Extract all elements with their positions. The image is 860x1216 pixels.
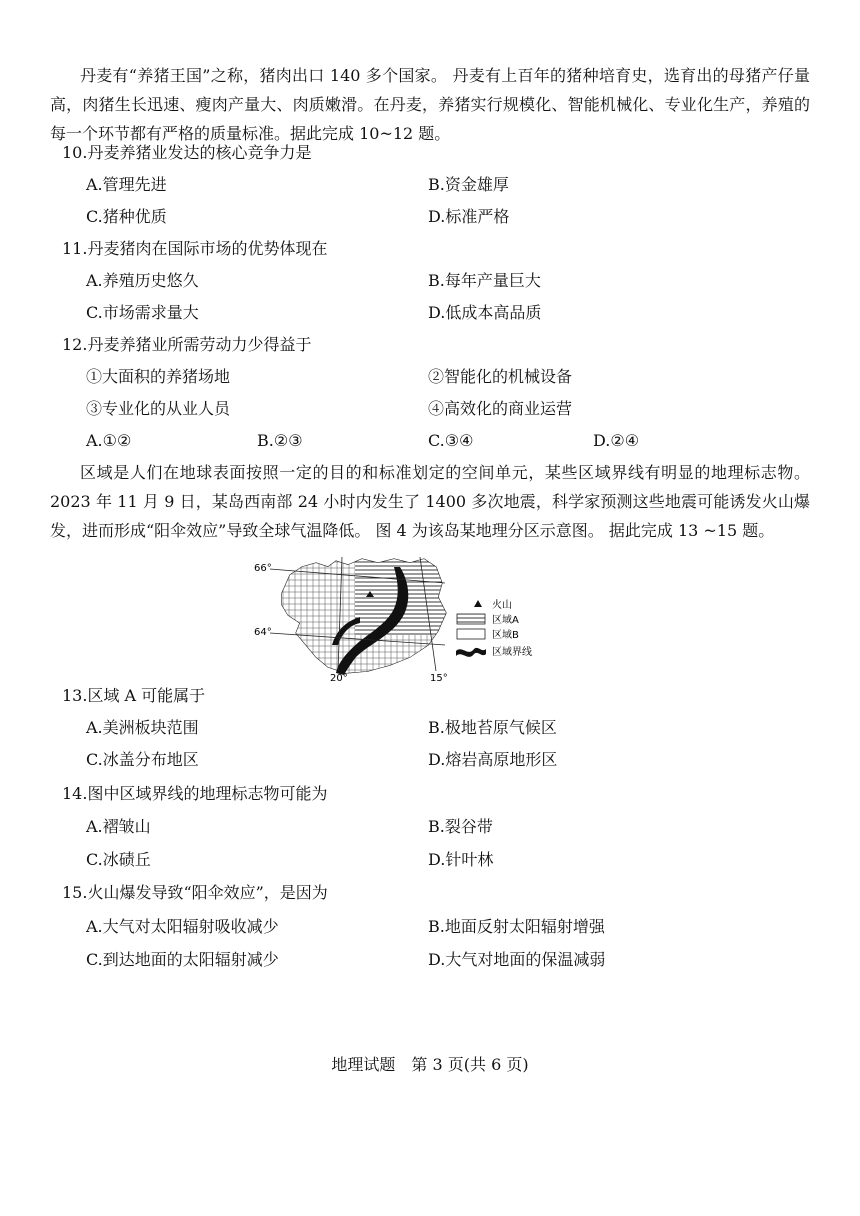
legend-region-a-label: 区域A <box>492 615 519 626</box>
legend-region-a-swatch <box>457 614 485 624</box>
q12-statement-4: ④高效化的商业运营 <box>428 399 573 418</box>
island-region-map <box>250 553 550 683</box>
q14-option-d: D.针叶林 <box>428 850 494 869</box>
question-15-stem: 15.火山爆发导致“阳伞效应”，是因为 <box>62 883 328 902</box>
q12-option-c: C.③④ <box>428 431 474 450</box>
q15-option-c: C.到达地面的太阳辐射减少 <box>86 950 279 969</box>
question-11-stem: 11.丹麦猪肉在国际市场的优势体现在 <box>62 239 328 258</box>
q13-option-c: C.冰盖分布地区 <box>86 750 199 769</box>
question-13-stem: 13.区域 A 可能属于 <box>62 686 206 705</box>
passage-region-volcano: 区域是人们在地球表面按照一定的目的和标准划定的空间单元，某些区域界线有明显的地理标志物。2023 年 11 月 9 日，某岛西南部 24 小时内发生了 1400 多次地震，科学家预测这些地震可能诱发火山爆发，进而形成“阳伞效应”导致全球气温降低。 图 4 为该岛某地理分区示意图。 据此完成 13 ~15 题。 <box>50 463 810 540</box>
q10-option-d: D.标准严格 <box>428 207 510 226</box>
label-lat-66: 66° <box>254 563 272 574</box>
q12-option-a: A.①② <box>86 431 132 450</box>
q10-option-b: B.资金雄厚 <box>428 175 509 194</box>
label-lon-20: 20° <box>330 673 348 683</box>
q11-option-a: A.养殖历史悠久 <box>86 271 199 290</box>
q12-statement-1: ①大面积的养猪场地 <box>86 367 231 386</box>
q14-option-c: C.冰碛丘 <box>86 850 151 869</box>
legend-boundary-swatch <box>456 648 486 657</box>
map-legend <box>456 598 532 658</box>
legend-region-b-swatch <box>457 629 485 639</box>
question-12-stem: 12.丹麦养猪业所需劳动力少得益于 <box>62 335 312 354</box>
q14-option-b: B.裂谷带 <box>428 817 493 836</box>
q15-option-a: A.大气对太阳辐射吸收减少 <box>86 917 279 936</box>
question-14-stem: 14.图中区域界线的地理标志物可能为 <box>62 784 328 803</box>
q14-option-a: A.褶皱山 <box>86 817 151 836</box>
q12-option-d: D.②④ <box>593 431 640 450</box>
legend-boundary-label: 区域界线 <box>492 647 532 658</box>
q12-statement-3: ③专业化的从业人员 <box>86 399 231 418</box>
q11-option-d: D.低成本高品质 <box>428 303 542 322</box>
legend-region-b-label: 区域B <box>492 630 519 641</box>
passage-pig-farming: 丹麦有“养猪王国”之称，猪肉出口 140 多个国家。 丹麦有上百年的猪种培育史，选育出的母猪产仔量高，肉猪生长迅速、瘦肉产量大、肉质嫩滑。在丹麦，养猪实行规模化、智能机械化、专业化生产，养殖的每一个环节都有严格的质量标准。据此完成 10~12 题。 <box>50 66 810 143</box>
q10-option-c: C.猪种优质 <box>86 207 167 226</box>
q10-option-a: A.管理先进 <box>86 175 167 194</box>
question-10-stem: 10.丹麦养猪业发达的核心竞争力是 <box>62 143 312 162</box>
q12-option-b: B.②③ <box>257 431 303 450</box>
page-footer: 地理试题 第 3 页(共 6 页) <box>331 1055 529 1074</box>
q15-option-b: B.地面反射太阳辐射增强 <box>428 917 605 936</box>
q13-option-d: D.熔岩高原地形区 <box>428 750 558 769</box>
legend-volcano-icon <box>474 600 482 607</box>
q15-option-d: D.大气对地面的保温减弱 <box>428 950 606 969</box>
label-lat-64: 64° <box>254 627 272 638</box>
q13-option-a: A.美洲板块范围 <box>86 718 199 737</box>
q11-option-b: B.每年产量巨大 <box>428 271 541 290</box>
q12-statement-2: ②智能化的机械设备 <box>428 367 573 386</box>
q13-option-b: B.极地苔原气候区 <box>428 718 557 737</box>
q11-option-c: C.市场需求量大 <box>86 303 199 322</box>
legend-volcano-label: 火山 <box>492 600 512 611</box>
label-lon-15: 15° <box>430 673 448 683</box>
